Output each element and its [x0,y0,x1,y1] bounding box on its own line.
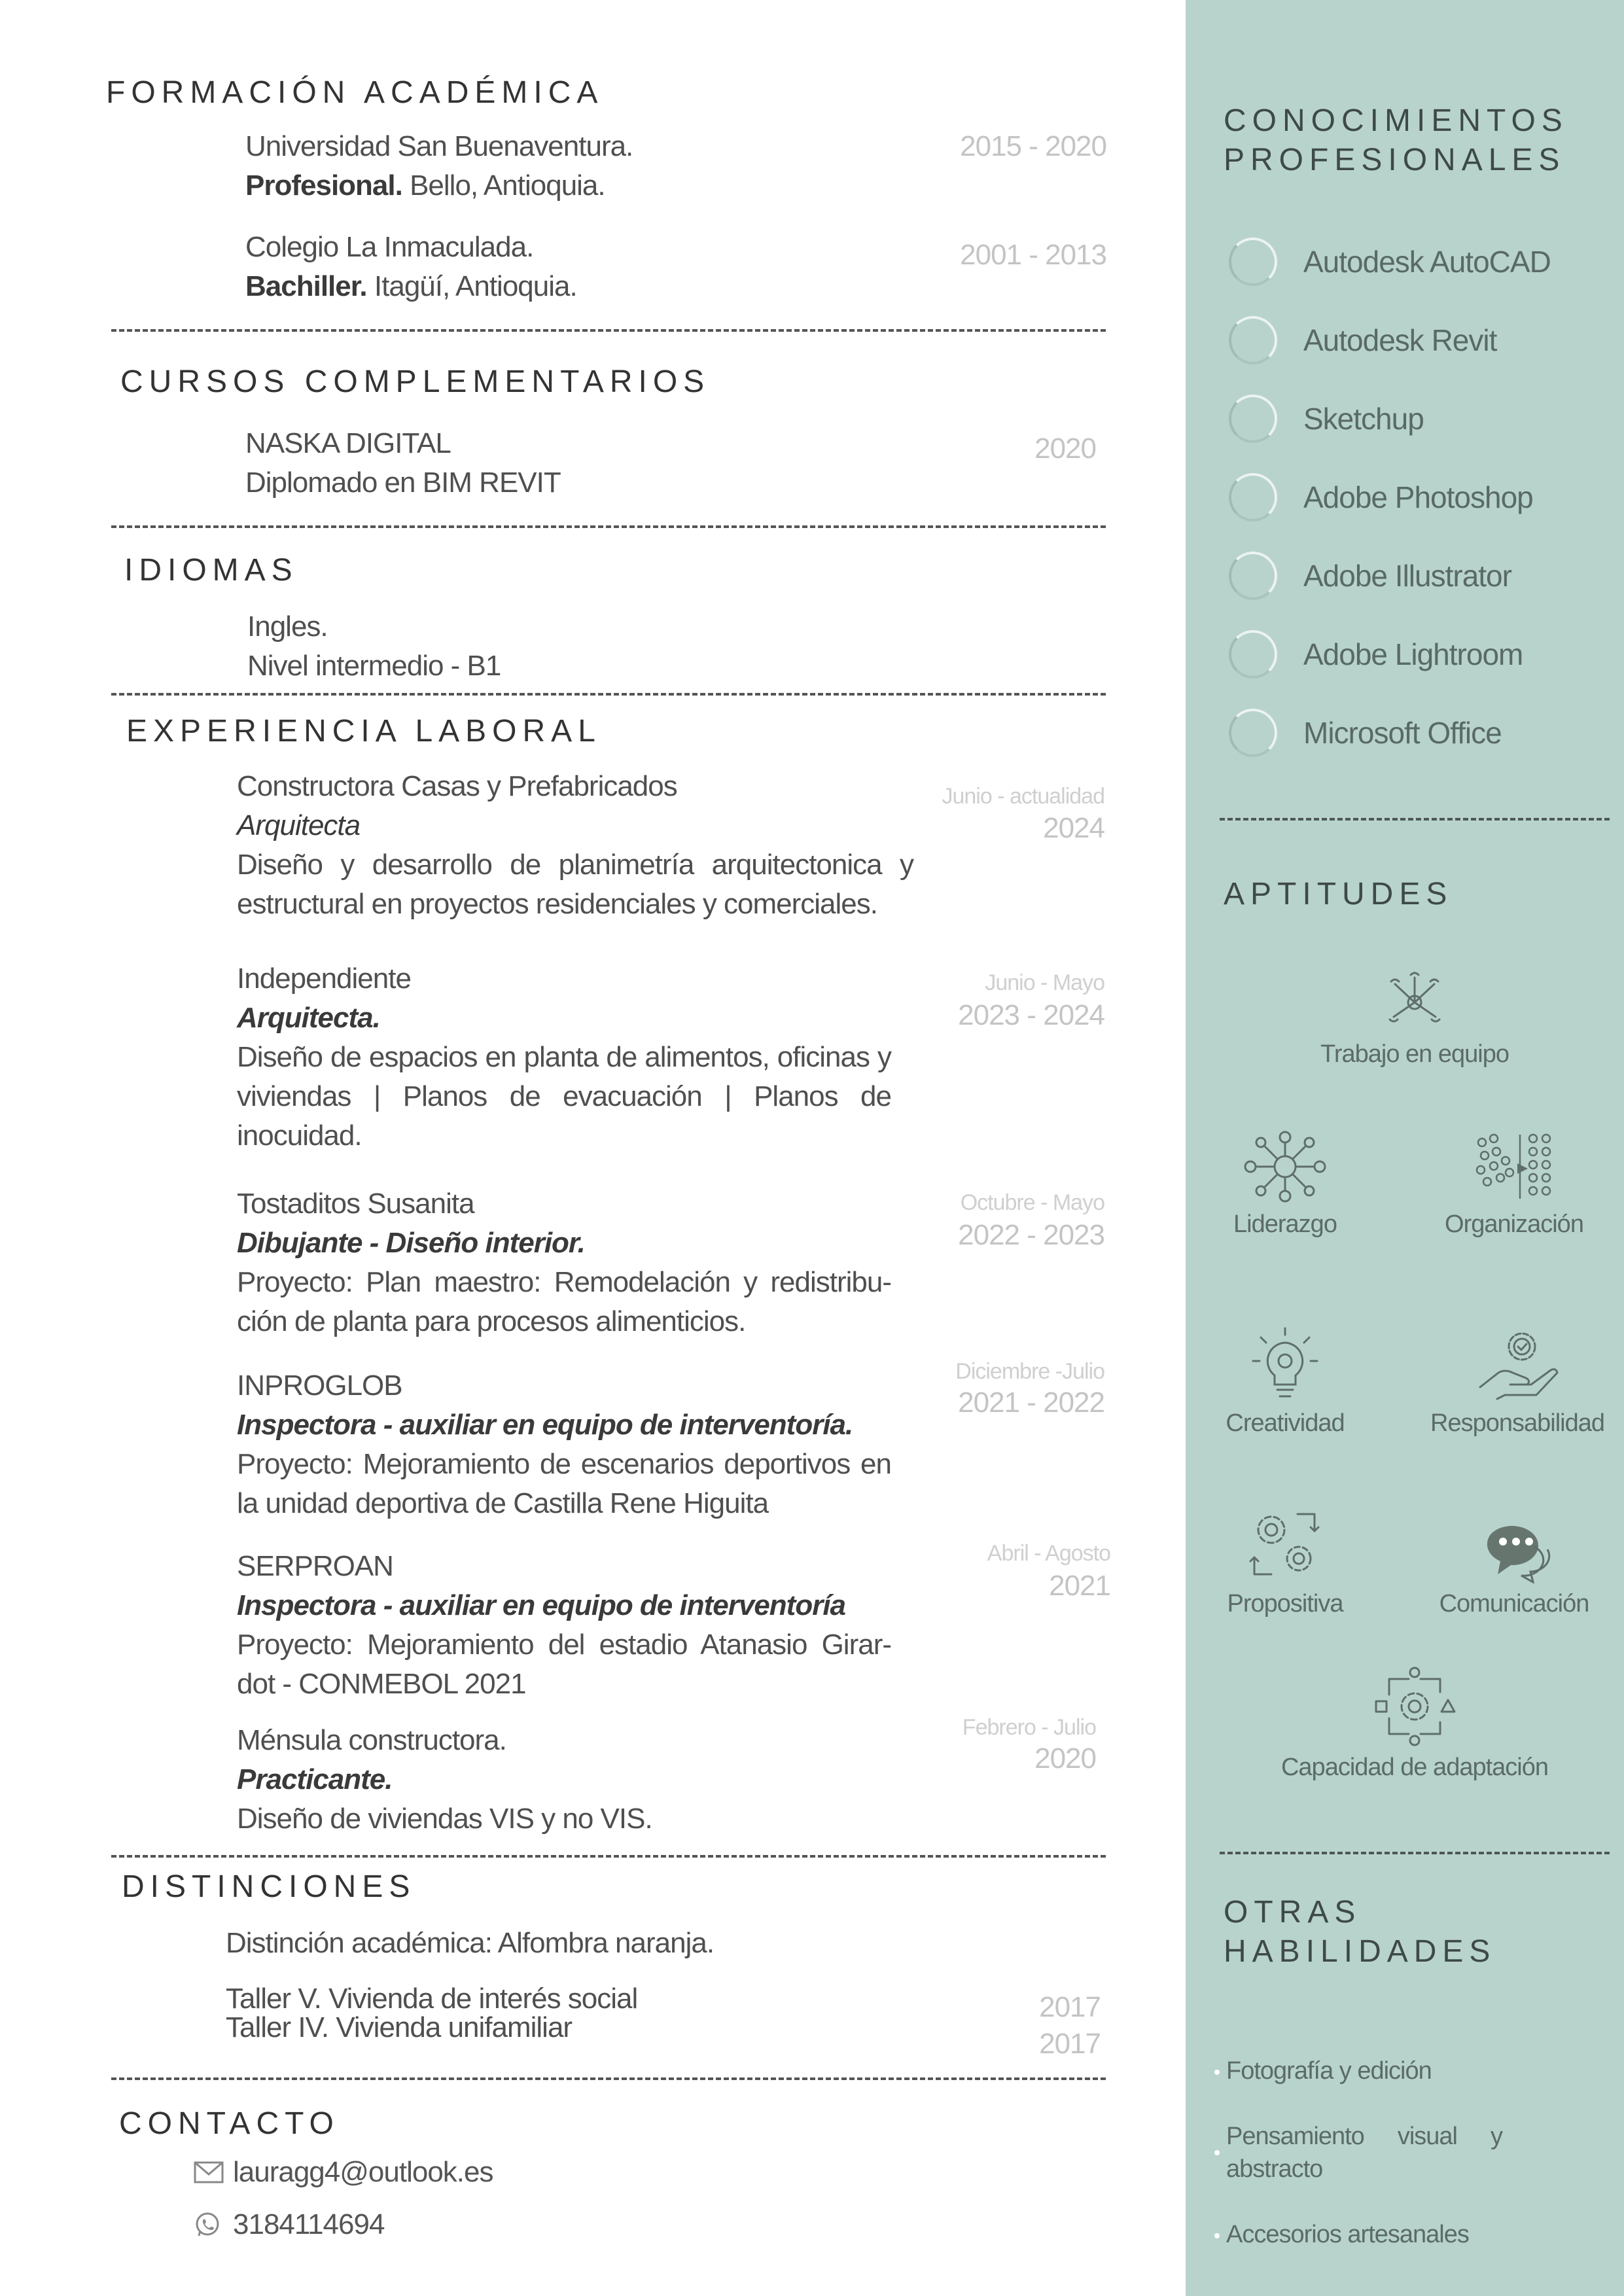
aptitude-label: Trabajo en equipo [1320,1040,1509,1068]
other-skill-label: Accesorios artesanales [1226,2221,1469,2248]
skill-item [1229,395,1424,443]
job-months: Junio - Mayo [985,970,1104,995]
job-role: Dibujante - Diseño interior. [237,1227,585,1259]
job-company: SERPROAN [237,1550,393,1582]
aptitude-item [1193,1324,1377,1438]
job-company: INPROGLOB [237,1369,402,1402]
other-skill-label: Fotografía y edición [1226,2057,1432,2085]
teamwork-icon [1375,971,1454,1034]
job-years: 2020 [1034,1742,1096,1775]
other-skill-item [1214,2218,1542,2251]
job-role: Arquitecta [237,809,361,841]
aptitude-label: Capacidad de adaptación [1280,1754,1548,1781]
organization-icon [1472,1129,1557,1204]
aptitude-item [1193,1505,1377,1618]
job-company: Ménsula constructora. [237,1724,506,1756]
education-institution: Universidad San Buenaventura. [245,130,633,162]
other-skill-label: Pensamiento visual y abstracto [1226,2123,1502,2183]
aptitude-label: Propositiva [1227,1590,1343,1617]
job-role: Practicante. [237,1763,393,1795]
skill-item [1229,238,1551,286]
contact-heading: CONTACTO [119,2106,340,2141]
education-degree: Bachiller. [245,270,367,302]
aptitude-item [1416,1129,1612,1239]
other-skill-item [1214,2120,1502,2185]
education-degree-line [245,166,605,205]
aptitude-item [1284,971,1545,1069]
hand-gear-icon [1475,1324,1560,1403]
job-role: Inspectora - auxiliar en equipo de interventoría. [237,1409,853,1441]
sidebar-divider [1220,1852,1610,1854]
course-name: NASKA DIGITAL [245,427,451,459]
course-year: 2020 [1034,433,1096,465]
job-description: Proyecto: Plan maestro: Remodelación y redistribu-ción de planta para procesos alimenticios. [237,1266,891,1337]
job-months: Diciembre -Julio [955,1359,1104,1384]
skill-label: Adobe Photoshop [1303,480,1533,514]
distinction-year: 2017 [1039,1991,1101,2023]
bullet-dot-icon [1214,2233,1220,2238]
aptitude-label: Comunicación [1439,1590,1589,1617]
gears-icon [1243,1505,1328,1583]
education-heading: FORMACIÓN ACADÉMICA [106,75,604,110]
job-description: Diseño de viviendas VIS y no VIS. [237,1803,652,1835]
job-months: Febrero - Julio [962,1715,1096,1740]
education-years: 2001 - 2013 [960,239,1106,271]
skill-ring-icon [1229,630,1277,679]
education-degree: Profesional. [245,169,402,202]
skill-ring-icon [1229,316,1277,364]
job-description: Diseño y desarrollo de planimetría arquitectonica y estructural en proyectos residenciales y comerciales. [237,849,913,920]
skill-ring-icon [1229,552,1277,600]
aptitude-label: Liderazgo [1233,1210,1337,1238]
skill-ring-icon [1229,238,1277,286]
job-description: Proyecto: Mejoramiento del estadio Atanasio Girar-dot - CONMEBOL 2021 [237,1629,891,1700]
section-divider [111,525,1106,528]
bullet-dot-icon [1214,2150,1220,2155]
skill-item [1229,316,1496,364]
contact-email-row [194,2153,493,2192]
aptitude-item [1251,1666,1578,1782]
job-months: Junio - actualidad [942,784,1104,809]
contact-phone-row [194,2205,384,2244]
aptitude-label: Organización [1445,1210,1583,1238]
contact-email[interactable]: lauragg4@outlook.es [233,2156,493,2188]
skill-ring-icon [1229,709,1277,757]
skill-label: Adobe Lightroom [1303,637,1523,671]
education-place: Itagüí, Antioquia. [366,270,577,302]
sidebar [1186,0,1624,2296]
job-years: 2022 - 2023 [958,1219,1104,1251]
job-months: Octubre - Mayo [960,1190,1104,1215]
skill-ring-icon [1229,473,1277,521]
languages-heading: IDIOMAS [124,553,298,588]
knowledge-heading: CONOCIMIENTOS [1224,103,1568,138]
contact-phone[interactable]: 3184114694 [233,2208,385,2240]
whatsapp-icon [194,2211,221,2238]
knowledge-heading: PROFESIONALES [1224,143,1566,177]
education-institution: Colegio La Inmaculada. [245,231,534,263]
job-company: Tostaditos Susanita [237,1188,474,1220]
sidebar-divider [1220,818,1610,821]
distinction-item: Taller IV. Vivienda unifamiliar [226,2011,573,2043]
skill-item [1229,473,1533,521]
chat-bubble-icon [1472,1508,1557,1583]
other-skills-heading: HABILIDADES [1224,1934,1496,1969]
aptitude-label: Creatividad [1226,1409,1345,1437]
job-years: 2021 - 2022 [958,1386,1104,1419]
section-divider [111,1855,1106,1858]
job-role: Inspectora - auxiliar en equipo de interventoría [237,1589,846,1621]
email-icon [194,2161,224,2183]
job-years: 2021 [1049,1570,1110,1602]
distinction-item: Distinción académica: Alfombra naranja. [226,1927,715,1959]
other-skill-item [1214,2055,1542,2087]
education-place: Bello, Antioquia. [402,169,605,202]
other-skills-heading: OTRAS [1224,1895,1362,1930]
job-company: Independiente [237,963,411,995]
job-role: Arquitecta. [237,1002,380,1034]
aptitude-item [1193,1129,1377,1239]
bullet-dot-icon [1214,2070,1220,2075]
aptitudes-heading: APTITUDES [1224,877,1453,911]
adaptation-icon [1372,1666,1457,1747]
education-degree-line [245,267,577,306]
skill-ring-icon [1229,395,1277,443]
job-years: 2023 - 2024 [958,999,1104,1031]
skill-label: Sketchup [1303,402,1424,436]
lightbulb-icon [1249,1324,1321,1403]
courses-heading: CURSOS COMPLEMENTARIOS [120,364,711,399]
skill-label: Autodesk AutoCAD [1303,245,1551,279]
distinctions-heading: DISTINCIONES [122,1869,416,1904]
job-company: Constructora Casas y Prefabricados [237,770,677,802]
education-years: 2015 - 2020 [960,130,1106,162]
job-months: Abril - Agosto [987,1541,1110,1566]
skill-label: Microsoft Office [1303,716,1502,750]
skill-item [1229,552,1511,600]
skill-item [1229,709,1502,757]
experience-heading: EXPERIENCIA LABORAL [126,714,601,749]
aptitude-item [1416,1324,1619,1438]
distinction-year: 2017 [1039,2028,1101,2060]
skill-label: Autodesk Revit [1303,323,1497,357]
aptitude-item [1416,1508,1612,1618]
section-divider [111,329,1106,332]
section-divider [111,693,1106,696]
skill-item [1229,630,1523,679]
leadership-icon [1243,1129,1328,1204]
section-divider [111,2077,1106,2080]
language-level: Nivel intermedio - B1 [247,650,501,682]
skill-label: Adobe Illustrator [1303,559,1511,593]
job-description: Diseño de espacios en planta de alimentos, oficinas y viviendas | Planos de evacuación | Planos de inocuidad. [237,1041,891,1152]
aptitude-label: Responsabilidad [1430,1409,1604,1437]
course-detail: Diplomado en BIM REVIT [245,467,561,499]
language-name: Ingles. [247,610,328,643]
distinction-item: Taller V. Vivienda de interés social [226,1983,638,2015]
job-years: 2024 [1043,812,1104,844]
job-description: Proyecto: Mejoramiento de escenarios deportivos en la unidad deportiva de Castilla Rene Higuita [237,1448,891,1519]
